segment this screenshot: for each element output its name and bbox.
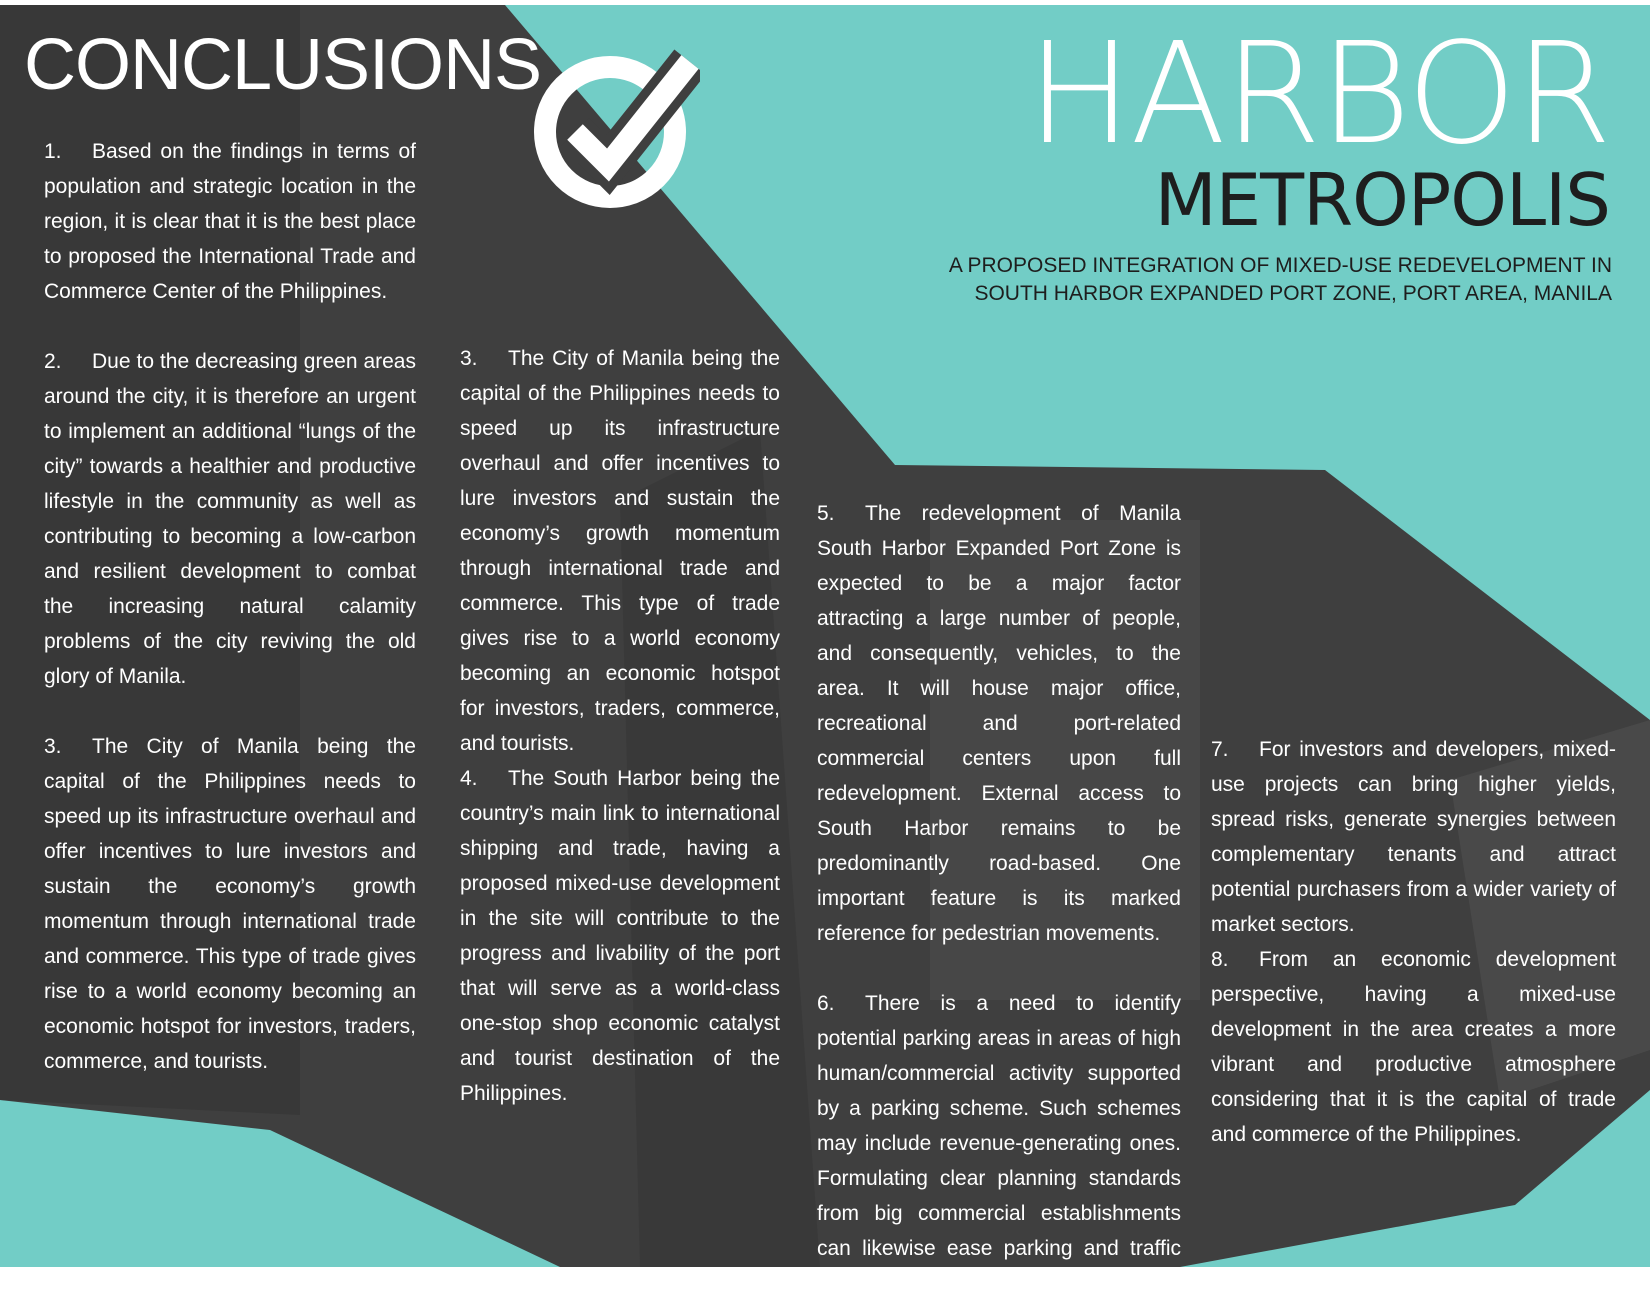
item-text: There is a need to identify potential parking areas in areas of high human/commercial activity supported by a parking scheme. Such schemes may include revenue-generating ones. Formulating clear planning standards from big commercial establishments can likewise ease parking and traffic problems.	[817, 992, 1181, 1295]
item-number: 8.	[1211, 948, 1229, 971]
column-4	[1211, 732, 1616, 1152]
item-text: Due to the decreasing green areas around the city, it is therefore an urgent to implement an additional “lungs of the city” towards a healthier and productive lifestyle in the community as well as contributing to becoming a low-carbon and resilient development to combat the increasing natural calamity problems of the city reviving the old glory of Manila.	[44, 350, 416, 688]
brand-title-harbor: HARBOR	[1027, 13, 1610, 176]
conclusion-item	[1211, 942, 1616, 1152]
conclusion-item	[44, 729, 416, 1079]
conclusion-item	[460, 341, 780, 761]
brand-title-metropolis: METROPOLIS	[1154, 158, 1610, 242]
item-number: 7.	[1211, 738, 1229, 761]
item-text: The South Harbor being the country’s main link to international shipping and trade, having a proposed mixed-use development in the site will contribute to the progress and livability of the port that will serve as a world-class one-stop shop economic catalyst and tourist destination of the Philippines.	[460, 767, 780, 1105]
item-number: 2.	[44, 350, 62, 373]
subtitle-line-1: A PROPOSED INTEGRATION OF MIXED-USE REDEVELOPMENT IN	[948, 254, 1612, 277]
brand-title	[1027, 13, 1610, 242]
conclusion-item	[460, 761, 780, 1111]
item-number: 6.	[817, 992, 835, 1015]
conclusions-title: CONCLUSIONS	[24, 25, 542, 105]
item-text: From an economic development perspective, having a mixed-use development in the area creates a more vibrant and productive atmosphere considering that it is the capital of trade and commerce of the Philippines.	[1211, 948, 1616, 1146]
column-2	[460, 341, 780, 1111]
checkmark-circle-icon	[530, 40, 700, 210]
item-text: The City of Manila being the capital of the Philippines needs to speed up its infrastructure overhaul and offer incentives to lure investors and sustain the economy’s growth momentum through international trade and commerce. This type of trade gives rise to a world economy becoming an economic hotspot for investors, traders, commerce, and tourists.	[460, 347, 780, 755]
column-3	[817, 496, 1181, 1301]
project-subtitle	[949, 252, 1612, 308]
item-text: Based on the findings in terms of population and strategic location in the region, it is clear that it is the best place to proposed the International Trade and Commerce Center of the Philippines.	[44, 140, 416, 303]
conclusion-item	[44, 134, 416, 309]
item-number: 4.	[460, 767, 478, 790]
item-text: For investors and developers, mixed-use projects can bring higher yields, spread risks, generate synergies between complementary tenants and attract potential purchasers from a wider variety of market sectors.	[1211, 738, 1616, 936]
subtitle-line-2: SOUTH HARBOR EXPANDED PORT ZONE, PORT AREA, MANILA	[974, 282, 1612, 305]
conclusion-item	[1211, 732, 1616, 942]
conclusion-item	[44, 344, 416, 694]
column-1	[44, 134, 416, 1079]
conclusion-item	[817, 496, 1181, 951]
item-text: The redevelopment of Manila South Harbor Expanded Port Zone is expected to be a major factor attracting a large number of people, and consequently, vehicles, to the area. It will house major office, recreational and port-related commercial centers upon full redevelopment. External access to South Harbor remains to be predominantly road-based. One important feature is its marked reference for pedestrian movements.	[817, 502, 1181, 945]
item-number: 3.	[460, 347, 478, 370]
conclusion-item	[817, 986, 1181, 1301]
item-number: 5.	[817, 502, 835, 525]
item-text: The City of Manila being the capital of the Philippines needs to speed up its infrastructure overhaul and offer incentives to lure investors and sustain the economy’s growth momentum through international trade and commerce. This type of trade gives rise to a world economy becoming an economic hotspot for investors, traders, commerce, and tourists.	[44, 735, 416, 1073]
item-number: 1.	[44, 140, 62, 163]
item-number: 3.	[44, 735, 62, 758]
